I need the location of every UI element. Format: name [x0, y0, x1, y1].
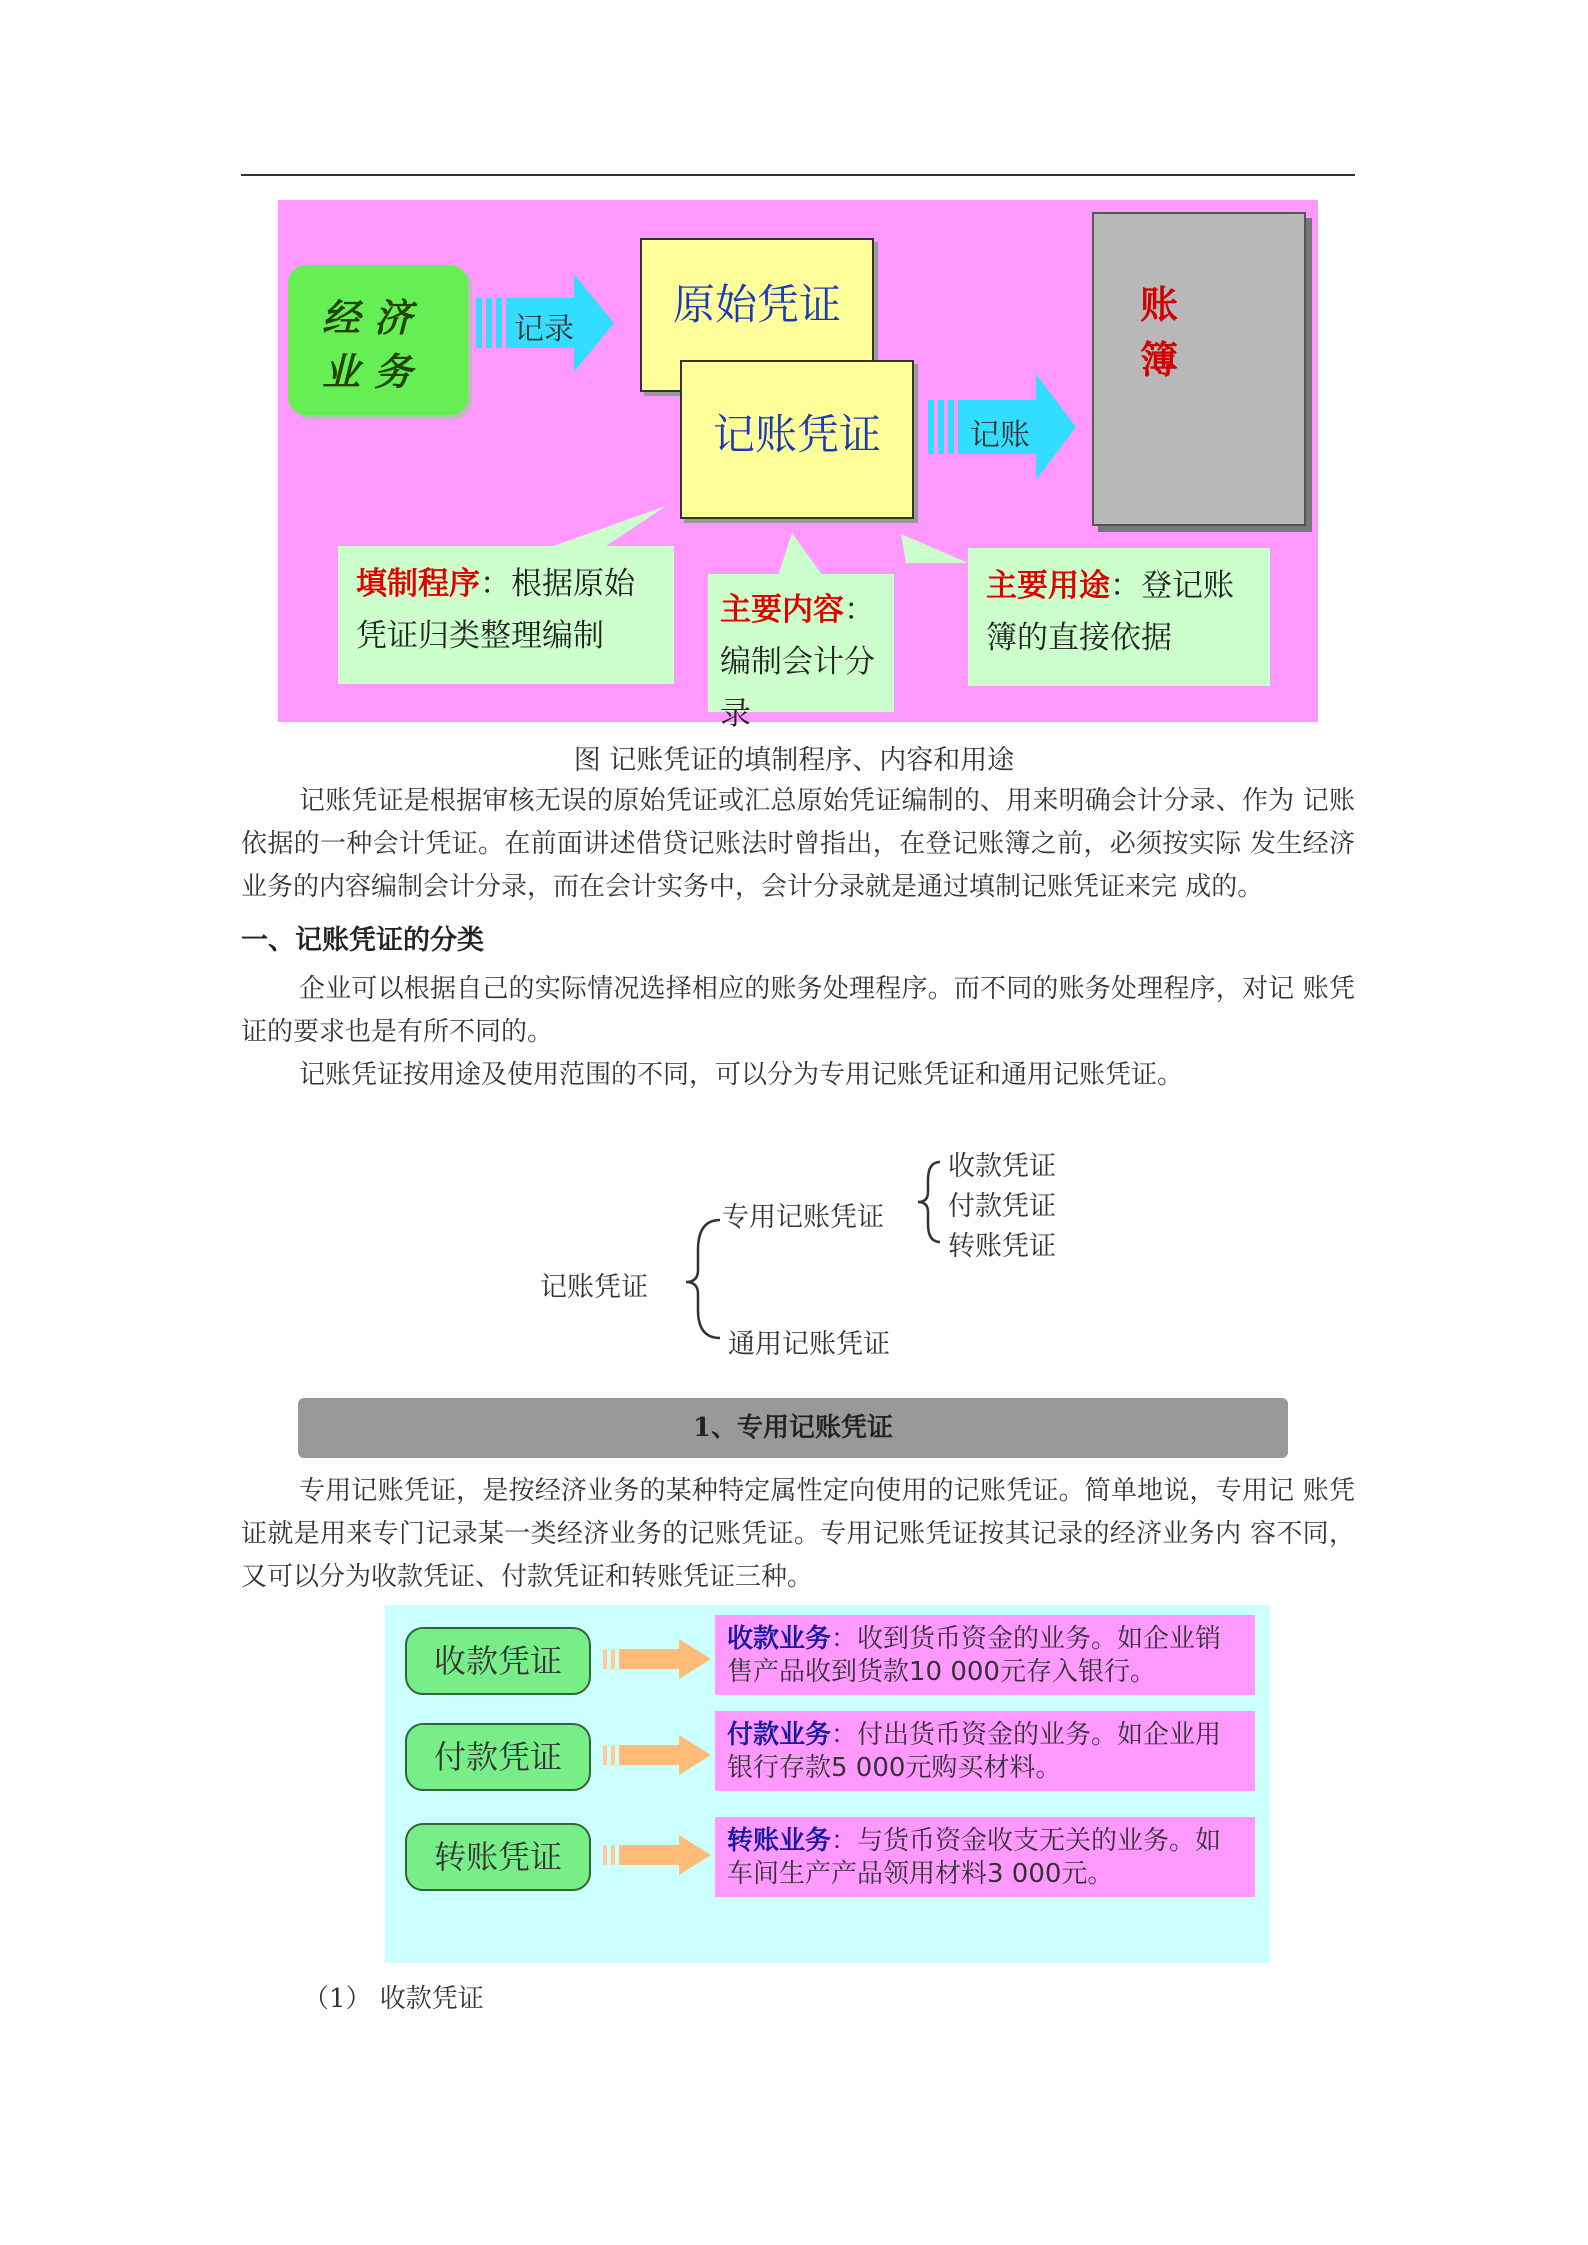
post-arrow-label: 记账: [970, 418, 1030, 453]
business-line-1: 经济: [322, 295, 427, 340]
tree-leaf-transfer: 转账凭证: [948, 1231, 1056, 1262]
receipt-arrow-icon: [603, 1639, 713, 1679]
bookkeeping-voucher-label: 记账凭证: [712, 410, 881, 459]
transfer-description: [715, 1817, 1255, 1897]
transfer-voucher-box: 转账凭证: [405, 1823, 591, 1891]
payment-voucher-box: 付款凭证: [405, 1723, 591, 1791]
original-voucher-label: 原始凭证: [672, 280, 841, 329]
note-use-label: 主要用途: [986, 568, 1110, 604]
payment-description: [715, 1711, 1255, 1791]
section1-para1: 企业可以根据自己的实际情况选择相应的账务处理程序。而不同的账务处理程序，对记 账凭证的要求也是有所不同的。: [241, 974, 1355, 1047]
payment-arrow-icon: [603, 1735, 713, 1775]
receipt-text: ：收到货币资金的业务。如企业销售产品收到货款10 000元存入银行。: [727, 1624, 1222, 1687]
special-voucher-paragraph: 专用记账凭证，是按经济业务的某种特定属性定向使用的记账凭证。简单地说，专用记 账凭证就是用来专门记录某一类经济业务的记账凭证。专用记账凭证按其记录的经济业务内 容不同，又可以分为收款凭证、付款凭证和转账凭证三种。: [241, 1476, 1355, 1592]
section1-para2: 记账凭证按用途及使用范围的不同，可以分为专用记账凭证和通用记账凭证。: [299, 1060, 1184, 1090]
record-arrow-label: 记录: [514, 312, 574, 347]
note-use-text: ：登记账簿的直接依据: [986, 568, 1234, 656]
subsection-bar: 1、专用记账凭证: [298, 1398, 1288, 1458]
transfer-arrow-icon: [603, 1835, 713, 1875]
tree-special: 专用记账凭证: [722, 1202, 884, 1233]
note-procedure-text: ：根据原始凭证归类整理编制: [356, 566, 635, 654]
note-use: [968, 548, 1270, 686]
ledger-label: 账 簿: [1140, 283, 1207, 382]
note-content-label: 主要内容: [720, 592, 844, 628]
top-rule: [241, 174, 1355, 176]
voucher-types-figure: [385, 1605, 1270, 1963]
transfer-text: ：与货币资金收支无关的业务。如车间生产产品领用材料3 000元。: [727, 1826, 1222, 1889]
intro-paragraph: 记账凭证是根据审核无误的原始凭证或汇总原始凭证编制的、用来明确会计分录、作为 记账依据的一种会计凭证。在前面讲述借贷记账法时曾指出，在登记账簿之前，必须按实际 发生经济业务的内容编制会计分录，而在会计实务中，会计分录就是通过填制记账凭证来完 成的。: [241, 786, 1355, 902]
voucher-flow-figure: [278, 200, 1318, 732]
payment-text: ：付出货币资金的业务。如企业用银行存款5 000元购买材料。: [727, 1720, 1222, 1783]
section1-heading: 一、记账凭证的分类: [241, 925, 484, 956]
transfer-label: 转账业务: [727, 1826, 832, 1856]
note-procedure-label: 填制程序: [356, 566, 480, 602]
tree-leaf-receipt: 收款凭证: [948, 1151, 1056, 1182]
sub-item-receipt-voucher: （1） 收款凭证: [303, 1984, 484, 2014]
tree-leaf-payment: 付款凭证: [948, 1191, 1056, 1222]
receipt-label: 收款业务: [727, 1624, 832, 1654]
tree-general: 通用记账凭证: [728, 1329, 890, 1360]
classification-tree: [520, 1140, 1140, 1370]
payment-label: 付款业务: [727, 1720, 832, 1750]
receipt-description: [715, 1615, 1255, 1695]
receipt-voucher-box: 收款凭证: [405, 1627, 591, 1695]
figure-caption: 图 记账凭证的填制程序、内容和用途: [573, 745, 1015, 776]
tree-root: 记账凭证: [540, 1272, 648, 1303]
note-content-text: ：编制会计分录: [720, 592, 875, 732]
business-line-2: 业务: [322, 349, 427, 394]
note-content: [708, 574, 894, 732]
note-procedure: [338, 546, 674, 684]
